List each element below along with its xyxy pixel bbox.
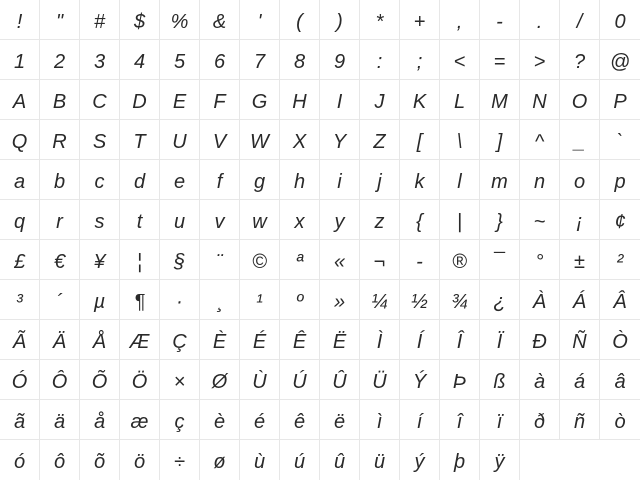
glyph-cell: © (240, 240, 280, 280)
glyph-cell: ~ (520, 200, 560, 240)
glyph-cell: y (320, 200, 360, 240)
glyph-cell: & (200, 0, 240, 40)
glyph-cell: k (400, 160, 440, 200)
glyph-cell: 4 (120, 40, 160, 80)
glyph-cell: \ (440, 120, 480, 160)
glyph-cell: X (280, 120, 320, 160)
glyph-cell: È (200, 320, 240, 360)
glyph-cell: H (280, 80, 320, 120)
glyph-cell: $ (120, 0, 160, 40)
glyph-cell: w (240, 200, 280, 240)
glyph-cell: _ (560, 120, 600, 160)
glyph-cell: A (0, 80, 40, 120)
glyph-cell: t (120, 200, 160, 240)
glyph-cell: 8 (280, 40, 320, 80)
glyph-cell: , (440, 0, 480, 40)
glyph-cell: ¯ (480, 240, 520, 280)
glyph-cell: u (160, 200, 200, 240)
glyph-cell: E (160, 80, 200, 120)
glyph-cell: 5 (160, 40, 200, 80)
glyph-cell: þ (440, 440, 480, 480)
glyph-cell: Õ (80, 360, 120, 400)
glyph-cell: [ (400, 120, 440, 160)
glyph-cell: Ò (600, 320, 640, 360)
glyph-cell: Z (360, 120, 400, 160)
glyph-cell: â (600, 360, 640, 400)
glyph-cell: R (40, 120, 80, 160)
glyph-cell: ¡ (560, 200, 600, 240)
glyph-cell: ² (600, 240, 640, 280)
glyph-cell: ø (200, 440, 240, 480)
glyph-cell: s (80, 200, 120, 240)
glyph-cell: æ (120, 400, 160, 440)
glyph-cell: 0 (600, 0, 640, 40)
glyph-cell: K (400, 80, 440, 120)
glyph-cell: - (480, 0, 520, 40)
glyph-cell: é (240, 400, 280, 440)
glyph-cell: ä (40, 400, 80, 440)
glyph-cell: q (0, 200, 40, 240)
glyph-cell: ¥ (80, 240, 120, 280)
glyph-cell: Ë (320, 320, 360, 360)
glyph-cell: Î (440, 320, 480, 360)
glyph-cell: > (520, 40, 560, 80)
glyph-cell: j (360, 160, 400, 200)
glyph-cell: ( (280, 0, 320, 40)
glyph-cell: Â (600, 280, 640, 320)
glyph-cell: Ð (520, 320, 560, 360)
glyph-cell: D (120, 80, 160, 120)
glyph-cell: × (160, 360, 200, 400)
glyph-cell: J (360, 80, 400, 120)
glyph-cell: N (520, 80, 560, 120)
glyph-cell: } (480, 200, 520, 240)
glyph-cell: ÷ (160, 440, 200, 480)
glyph-cell: 6 (200, 40, 240, 80)
glyph-cell: ò (600, 400, 640, 440)
glyph-cell: L (440, 80, 480, 120)
glyph-cell: + (400, 0, 440, 40)
glyph-cell: a (0, 160, 40, 200)
glyph-cell: e (160, 160, 200, 200)
glyph-cell: Æ (120, 320, 160, 360)
glyph-cell: · (160, 280, 200, 320)
glyph-cell: I (320, 80, 360, 120)
glyph-cell: ð (520, 400, 560, 440)
glyph-cell: i (320, 160, 360, 200)
glyph-cell: å (80, 400, 120, 440)
glyph-cell: . (520, 0, 560, 40)
glyph-cell: ` (600, 120, 640, 160)
glyph-cell: Ã (0, 320, 40, 360)
glyph-cell: < (440, 40, 480, 80)
glyph-cell: p (600, 160, 640, 200)
glyph-cell: Ç (160, 320, 200, 360)
glyph-cell: É (240, 320, 280, 360)
glyph-cell: B (40, 80, 80, 120)
glyph-cell: ú (280, 440, 320, 480)
glyph-cell: û (320, 440, 360, 480)
glyph-cell: m (480, 160, 520, 200)
glyph-cell: ¬ (360, 240, 400, 280)
glyph-cell: í (400, 400, 440, 440)
glyph-cell: n (520, 160, 560, 200)
glyph-cell: G (240, 80, 280, 120)
glyph-cell: ê (280, 400, 320, 440)
glyph-cell: Ä (40, 320, 80, 360)
glyph-cell: Ü (360, 360, 400, 400)
glyph-cell: ç (160, 400, 200, 440)
glyph-cell: " (40, 0, 80, 40)
glyph-cell: b (40, 160, 80, 200)
empty-cell (520, 440, 560, 480)
glyph-cell: 7 (240, 40, 280, 80)
glyph-cell: * (360, 0, 400, 40)
glyph-cell: 1 (0, 40, 40, 80)
glyph-cell: F (200, 80, 240, 120)
glyph-cell: € (40, 240, 80, 280)
glyph-cell: ë (320, 400, 360, 440)
glyph-cell: ù (240, 440, 280, 480)
glyph-cell: ì (360, 400, 400, 440)
glyph-cell: - (400, 240, 440, 280)
glyph-cell: ¸ (200, 280, 240, 320)
glyph-cell: ¶ (120, 280, 160, 320)
glyph-cell: Ô (40, 360, 80, 400)
glyph-cell: ß (480, 360, 520, 400)
glyph-cell: C (80, 80, 120, 120)
glyph-cell: » (320, 280, 360, 320)
glyph-cell: Ý (400, 360, 440, 400)
glyph-cell: S (80, 120, 120, 160)
glyph-cell: ® (440, 240, 480, 280)
glyph-cell: ã (0, 400, 40, 440)
glyph-cell: f (200, 160, 240, 200)
glyph-cell: = (480, 40, 520, 80)
glyph-cell: À (520, 280, 560, 320)
glyph-cell: : (360, 40, 400, 80)
glyph-cell: ¨ (200, 240, 240, 280)
glyph-cell: Ï (480, 320, 520, 360)
glyph-cell: ½ (400, 280, 440, 320)
glyph-cell: Q (0, 120, 40, 160)
glyph-cell: ) (320, 0, 360, 40)
glyph-cell: ñ (560, 400, 600, 440)
glyph-cell: Ø (200, 360, 240, 400)
glyph-cell: Ú (280, 360, 320, 400)
glyph-cell: @ (600, 40, 640, 80)
glyph-cell: ï (480, 400, 520, 440)
glyph-cell: ÿ (480, 440, 520, 480)
glyph-cell: | (440, 200, 480, 240)
glyph-cell: Ö (120, 360, 160, 400)
glyph-cell: x (280, 200, 320, 240)
glyph-cell: Ì (360, 320, 400, 360)
glyph-cell: c (80, 160, 120, 200)
glyph-cell: 3 (80, 40, 120, 80)
glyph-cell: 2 (40, 40, 80, 80)
glyph-cell: / (560, 0, 600, 40)
glyph-cell: l (440, 160, 480, 200)
glyph-cell: ^ (520, 120, 560, 160)
glyph-cell: Y (320, 120, 360, 160)
glyph-cell: o (560, 160, 600, 200)
glyph-cell: è (200, 400, 240, 440)
glyph-cell: º (280, 280, 320, 320)
glyph-cell: O (560, 80, 600, 120)
glyph-cell: v (200, 200, 240, 240)
glyph-cell: ô (40, 440, 80, 480)
glyph-cell: ü (360, 440, 400, 480)
glyph-cell: Ñ (560, 320, 600, 360)
glyph-cell: Í (400, 320, 440, 360)
glyph-cell: ó (0, 440, 40, 480)
glyph-cell: ª (280, 240, 320, 280)
glyph-cell: ¼ (360, 280, 400, 320)
glyph-cell: 9 (320, 40, 360, 80)
glyph-cell: ¾ (440, 280, 480, 320)
glyph-cell: ¿ (480, 280, 520, 320)
glyph-cell: % (160, 0, 200, 40)
glyph-cell: ´ (40, 280, 80, 320)
glyph-cell: T (120, 120, 160, 160)
glyph-cell: Ù (240, 360, 280, 400)
glyph-cell: Þ (440, 360, 480, 400)
glyph-cell: õ (80, 440, 120, 480)
glyph-cell: à (520, 360, 560, 400)
glyph-cell: ! (0, 0, 40, 40)
glyph-cell: ý (400, 440, 440, 480)
glyph-cell: W (240, 120, 280, 160)
glyph-cell: ¢ (600, 200, 640, 240)
glyph-cell: § (160, 240, 200, 280)
glyph-cell: g (240, 160, 280, 200)
empty-cell (600, 440, 640, 480)
glyph-cell: Û (320, 360, 360, 400)
glyph-cell: Ê (280, 320, 320, 360)
glyph-cell: V (200, 120, 240, 160)
glyph-cell: P (600, 80, 640, 120)
glyph-cell: ¹ (240, 280, 280, 320)
glyph-cell: ³ (0, 280, 40, 320)
glyph-cell: « (320, 240, 360, 280)
glyph-cell: á (560, 360, 600, 400)
glyph-cell: Á (560, 280, 600, 320)
glyph-cell: µ (80, 280, 120, 320)
glyph-cell: ' (240, 0, 280, 40)
glyph-cell: Ó (0, 360, 40, 400)
glyph-cell: r (40, 200, 80, 240)
glyph-cell: ¦ (120, 240, 160, 280)
glyph-cell: M (480, 80, 520, 120)
glyph-cell: d (120, 160, 160, 200)
glyph-cell: ] (480, 120, 520, 160)
glyph-cell: ± (560, 240, 600, 280)
glyph-cell: ° (520, 240, 560, 280)
glyph-cell: z (360, 200, 400, 240)
glyph-cell: £ (0, 240, 40, 280)
glyph-cell: ; (400, 40, 440, 80)
glyph-cell: U (160, 120, 200, 160)
empty-cell (560, 440, 600, 480)
glyph-cell: î (440, 400, 480, 440)
glyph-cell: # (80, 0, 120, 40)
glyph-cell: h (280, 160, 320, 200)
glyph-cell: { (400, 200, 440, 240)
glyph-cell: ? (560, 40, 600, 80)
glyph-cell: Å (80, 320, 120, 360)
glyph-cell: ö (120, 440, 160, 480)
